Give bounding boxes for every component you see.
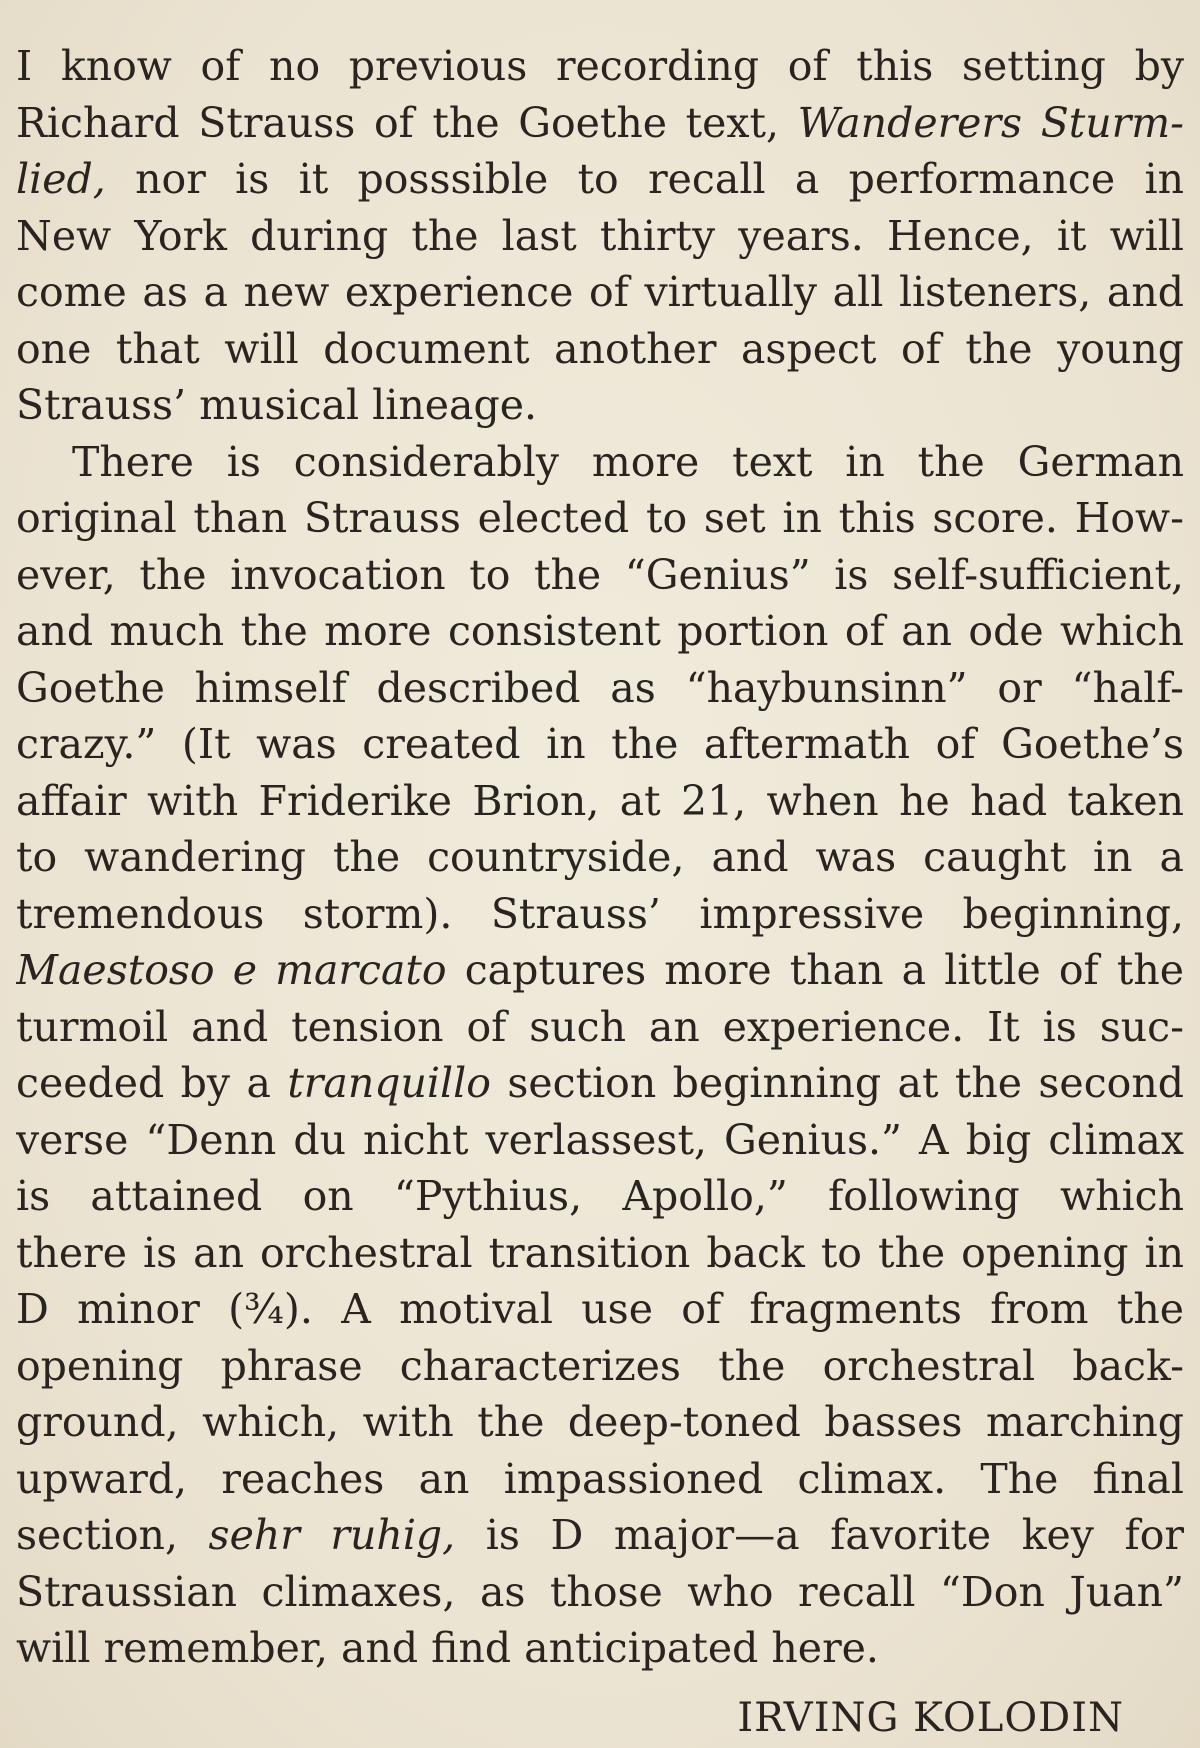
text-line: Straussian climaxes, as those who recall “Don Juan” — [16, 1567, 1184, 1616]
text-line: affair with Friderike Brion, at 21, when he had taken — [16, 776, 1184, 825]
italic-term: tranquillo — [287, 1059, 491, 1107]
text-line: D minor (¾). A motival use of fragments from the — [16, 1285, 1184, 1333]
text-line: turmoil and tension of such an experience. It is suc- — [16, 1002, 1184, 1051]
text-line: ceeded by a tranquillo section beginning at the second — [16, 1059, 1184, 1107]
text-line: ground, which, with the deep-toned basses marching — [16, 1398, 1184, 1446]
text-line: I know of no previous recording of this setting by — [16, 42, 1184, 90]
paragraph — [16, 38, 1184, 434]
text-line: Maestoso e marcato captures more than a little of the — [16, 946, 1184, 994]
text-line: verse “Denn du nicht verlassest, Genius.” A big climax — [16, 1115, 1184, 1164]
italic-term: Maestoso e marcato — [16, 946, 447, 994]
text-line: opening phrase characterizes the orchestral back- — [16, 1341, 1184, 1390]
text-line: upward, reaches an impassioned climax. The final — [16, 1454, 1184, 1503]
article-body — [16, 38, 1184, 1677]
text-line: There is considerably more text in the German — [72, 437, 1184, 486]
paragraph — [16, 434, 1184, 1677]
italic-term: Wanderers Sturm- — [797, 98, 1184, 147]
text-line: will remember, and find anticipated here. — [16, 1624, 879, 1672]
text-line: and much the more consistent portion of an ode which — [16, 607, 1184, 655]
italic-term: sehr ruhig, — [208, 1511, 456, 1559]
text-line: there is an orchestral transition back to the opening in — [16, 1228, 1184, 1277]
text-line: is attained on “Pythius, Apollo,” following which — [16, 1172, 1184, 1220]
text-line: New York during the last thirty years. Hence, it will — [16, 211, 1184, 260]
text-line: section, sehr ruhig, is D major—a favorite key for — [16, 1511, 1184, 1559]
text-line: lied, nor is it posssible to recall a performance in — [16, 155, 1184, 203]
text-line: crazy.” (It was created in the aftermath of Goethe’s — [16, 720, 1184, 768]
text-line: tremendous storm). Strauss’ impressive beginning, — [16, 889, 1184, 938]
text-line: Goethe himself described as “haybunsinn” or “half- — [16, 663, 1184, 712]
text-line: ever, the invocation to the “Genius” is self-sufficient, — [16, 550, 1184, 599]
text-line: come as a new experience of virtually all listeners, and — [16, 268, 1184, 316]
author-signature: IRVING KOLODIN — [737, 1695, 1124, 1741]
text-line: one that will document another aspect of the young — [16, 324, 1184, 373]
text-line: Strauss’ musical lineage. — [16, 381, 538, 429]
text-line: Richard Strauss of the Goethe text, Wanderers Sturm- — [16, 98, 1184, 147]
text-line: original than Strauss elected to set in this score. How- — [16, 494, 1184, 542]
italic-term: lied, — [16, 155, 106, 203]
text-line: to wandering the countryside, and was caught in a — [16, 833, 1184, 881]
